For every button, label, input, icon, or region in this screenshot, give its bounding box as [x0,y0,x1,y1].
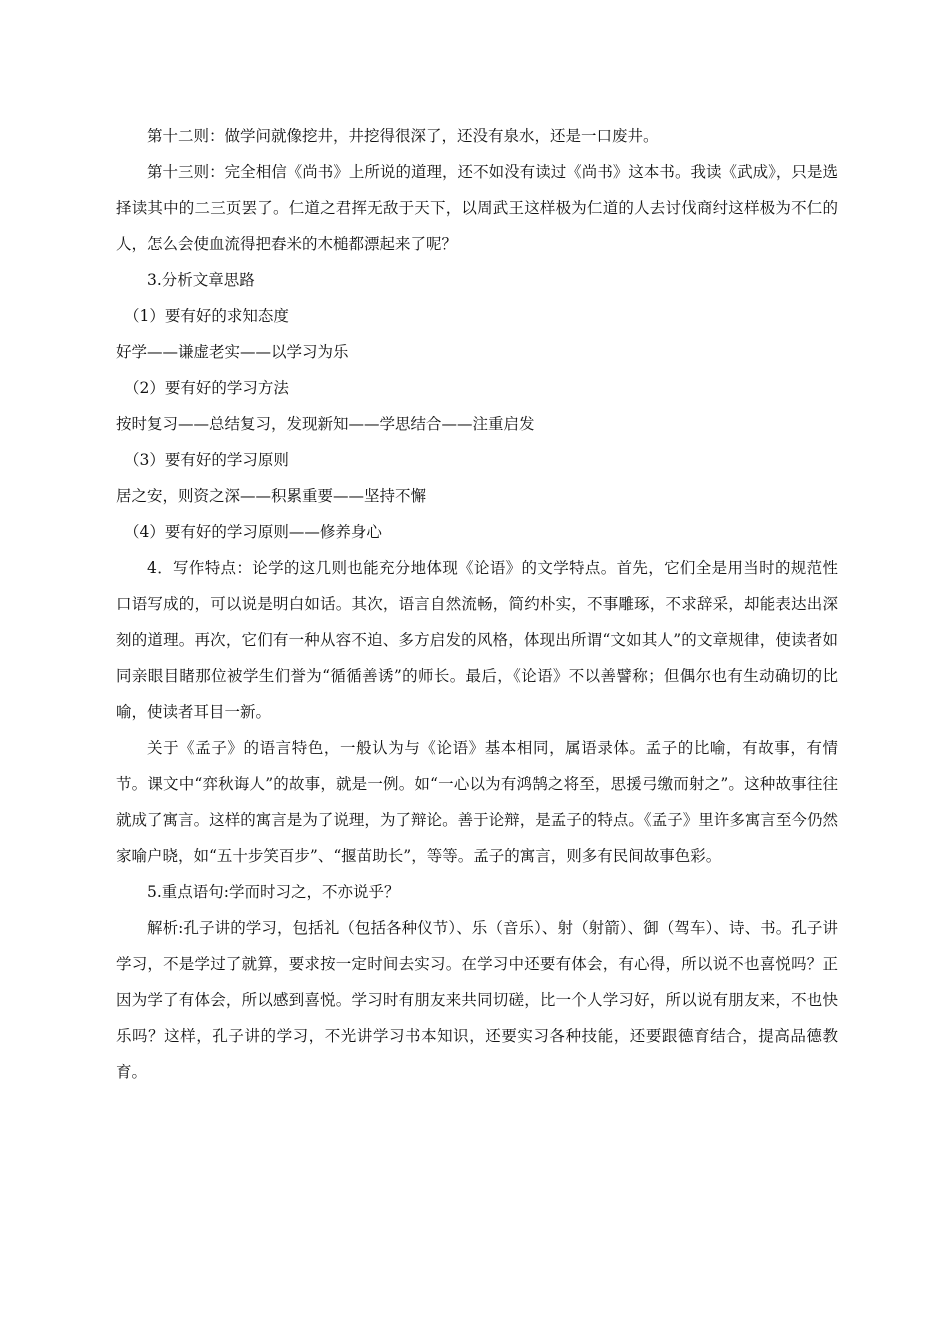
paragraph-rule-13: 第十三则：完全相信《尚书》上所说的道理，还不如没有读过《尚书》这本书。我读《武成》，只是选择读其中的二三页罢了。仁道之君挥无敌于天下，以周武王这样极为仁道的人去讨伐商纣这样极为不仁的人，怎么会使血流得把舂米的木槌都漂起来了呢？ [116,163,838,253]
paragraph-rule-12: 第十二则：做学问就像挖井，井挖得很深了，还没有泉水，还是一口废井。 [147,127,659,145]
paragraph-mencius-language: 关于《孟子》的语言特色，一般认为与《论语》基本相同，属语录体。孟子的比喻，有故事，有情节。课文中“弈秋诲人”的故事，就是一例。如“一心以为有鸿鹄之将至，思援弓缴而射之”。这种故事往往就成了寓言。这样的寓言是为了说理，为了辩论。善于论辩，是孟子的特点。《孟子》里许多寓言至今仍然家喻户晓，如“五十步笑百步”、“揠苗助长”，等等。孟子的寓言，则多有民间故事色彩。 [116,739,838,865]
point-1-detail: 好学——谦虚老实——以学习为乐 [116,343,349,361]
section-heading-analysis: 3.分析文章思路 [147,271,255,289]
point-1-heading: （1）要有好的求知态度 [124,307,289,325]
point-2-detail: 按时复习——总结复习，发现新知——学思结合——注重启发 [116,415,535,433]
point-4-heading: （4）要有好的学习原则——修养身心 [124,523,382,541]
section-heading-key-sentence: 5.重点语句:学而时习之，不亦说乎？ [147,883,400,901]
point-2-heading: （2）要有好的学习方法 [124,379,289,397]
point-3-heading: （3）要有好的学习原则 [124,451,289,469]
point-3-detail: 居之安，则资之深——积累重要——坚持不懈 [116,487,427,505]
section-heading-writing-features: 4．写作特点：论学的这几则也能充分地体现《论语》的文学特点。首先，它们全是用当时的规范性口语写成的，可以说是明白如话。其次，语言自然流畅，简约朴实，不事雕琢，不求辞采，却能表达出深刻的道理。再次，它们有一种从容不迫、多方启发的风格，体现出所谓“文如其人”的文章规律，使读者如同亲眼目睹那位被学生们誉为“循循善诱”的师长。最后，《论语》不以善譬称；但偶尔也有生动确切的比喻，使读者耳目一新。 [116,559,838,721]
paragraph-analysis: 解析:孔子讲的学习，包括礼（包括各种仪节）、乐（音乐）、射（射箭）、御（驾车）、诗、书。孔子讲学习，不是学过了就算，要求按一定时间去实习。在学习中还要有体会，有心得，所以说不也喜悦吗？正因为学了有体会，所以感到喜悦。学习时有朋友来共同切磋，比一个人学习好，所以说有朋友来，不也快乐吗？这样，孔子讲的学习，不光讲学习书本知识，还要实习各种技能，还要跟德育结合，提高品德教育。 [116,919,838,1081]
document-body [116,118,838,1090]
